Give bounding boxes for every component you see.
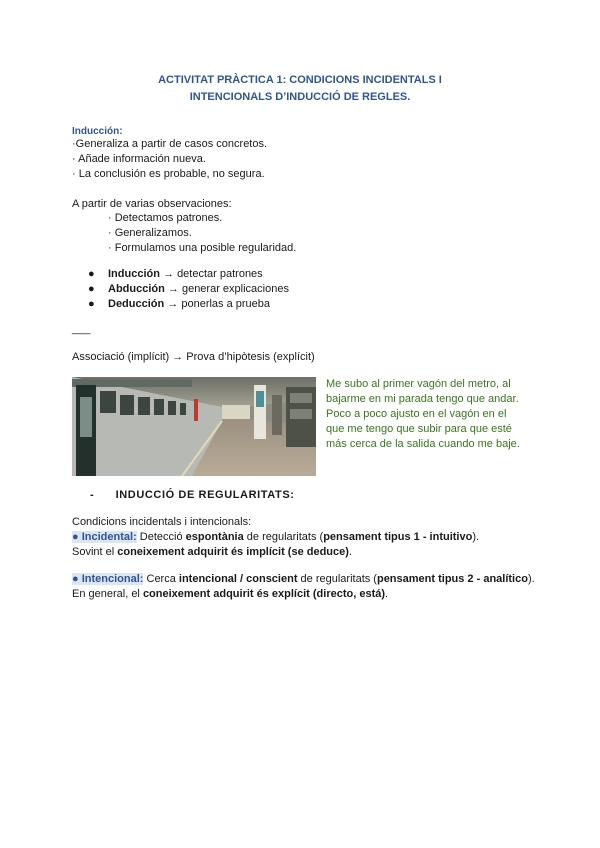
incidental-text-3: ). bbox=[472, 531, 480, 543]
bullet-term: Inducción bbox=[108, 268, 160, 280]
intentional-bold-1: intencional / conscient bbox=[178, 573, 298, 585]
section-heading bbox=[90, 489, 295, 501]
section-title: INDUCCIÓ DE REGULARITATS: bbox=[115, 489, 295, 501]
conditions-intro: Condicions incidentals i intencionals: bbox=[72, 516, 252, 528]
separator-line: ___ bbox=[72, 323, 91, 335]
bullet-icon: ● bbox=[88, 298, 95, 310]
incidental-text-5: . bbox=[348, 546, 352, 558]
incidental-bold-3: coneixement adquirit és implícit (se deduce) bbox=[117, 546, 349, 558]
induction-point-2: · Añade información nueva. bbox=[72, 153, 206, 165]
observation-item-1: · Detectamos patrones. bbox=[108, 212, 223, 224]
incidental-label: ● Incidental: bbox=[72, 531, 137, 543]
induction-heading: Inducción: bbox=[72, 126, 123, 137]
intentional-text-2: de regularitats ( bbox=[297, 573, 377, 585]
incidental-text-4: Sovint el bbox=[72, 546, 118, 558]
intentional-bold-3: coneixement adquirit és explícit (directo, está) bbox=[142, 588, 386, 600]
bullet-term: Abducción bbox=[108, 283, 165, 295]
incidental-text-1: Detecció bbox=[136, 531, 186, 543]
title-line-2: INTENCIONALS D’INDUCCIÓ DE REGLES. bbox=[189, 91, 411, 103]
observation-item-2: · Generalizamos. bbox=[108, 227, 192, 239]
incidental-bold-2: pensament tipus 1 - intuitivo bbox=[323, 531, 473, 543]
bullet-deduccion bbox=[88, 297, 270, 312]
intentional-text-1: Cerca bbox=[143, 573, 179, 585]
incidental-bold-1: espontània bbox=[185, 531, 244, 543]
bullet-icon: ● bbox=[88, 268, 95, 280]
metro-example-note: Me subo al primer vagón del metro, al bajarme en mi parada tengo que andar. Poco a poco ajusto en el vagón en el que me tengo que subir para que esté más cerca de la salida cuando me baje. bbox=[326, 378, 520, 450]
document-title bbox=[0, 72, 600, 106]
bullet-induccion bbox=[88, 267, 263, 282]
intentional-bold-2: pensament tipus 2 - analítico bbox=[376, 573, 528, 585]
observations-intro: A partir de varias observaciones: bbox=[72, 198, 232, 210]
bullet-term: Deducción bbox=[108, 298, 165, 310]
bullet-text: → ponerlas a prueba bbox=[164, 298, 271, 310]
observation-item-3: · Formulamos una posible regularidad. bbox=[108, 242, 297, 254]
title-line-1: ACTIVITAT PRÀCTICA 1: CONDICIONS INCIDENTALS I bbox=[158, 74, 442, 86]
induction-point-3: · La conclusión es probable, no segura. bbox=[72, 168, 265, 180]
intentional-text-4: . bbox=[385, 588, 389, 600]
bullet-text: → detectar patrones bbox=[159, 268, 263, 280]
intentional-label: ● Intencional: bbox=[72, 573, 144, 585]
bullet-icon: ● bbox=[88, 283, 95, 295]
intentional-text-3: ). En general, el bbox=[72, 573, 535, 600]
intentional-paragraph bbox=[72, 572, 542, 602]
induction-point-1: ·Generaliza a partir de casos concretos. bbox=[72, 138, 268, 150]
incidental-paragraph bbox=[72, 530, 542, 560]
section-dash: - bbox=[90, 489, 95, 501]
incidental-text-2: de regularitats ( bbox=[243, 531, 324, 543]
bullet-abduccion bbox=[88, 282, 289, 297]
association-line: Associació (implícit) → Prova d’hipòtesis (explícit) bbox=[72, 351, 315, 363]
bullet-text: → generar explicaciones bbox=[164, 283, 289, 295]
metro-illustration bbox=[72, 377, 316, 476]
metro-station-photo bbox=[72, 377, 316, 476]
